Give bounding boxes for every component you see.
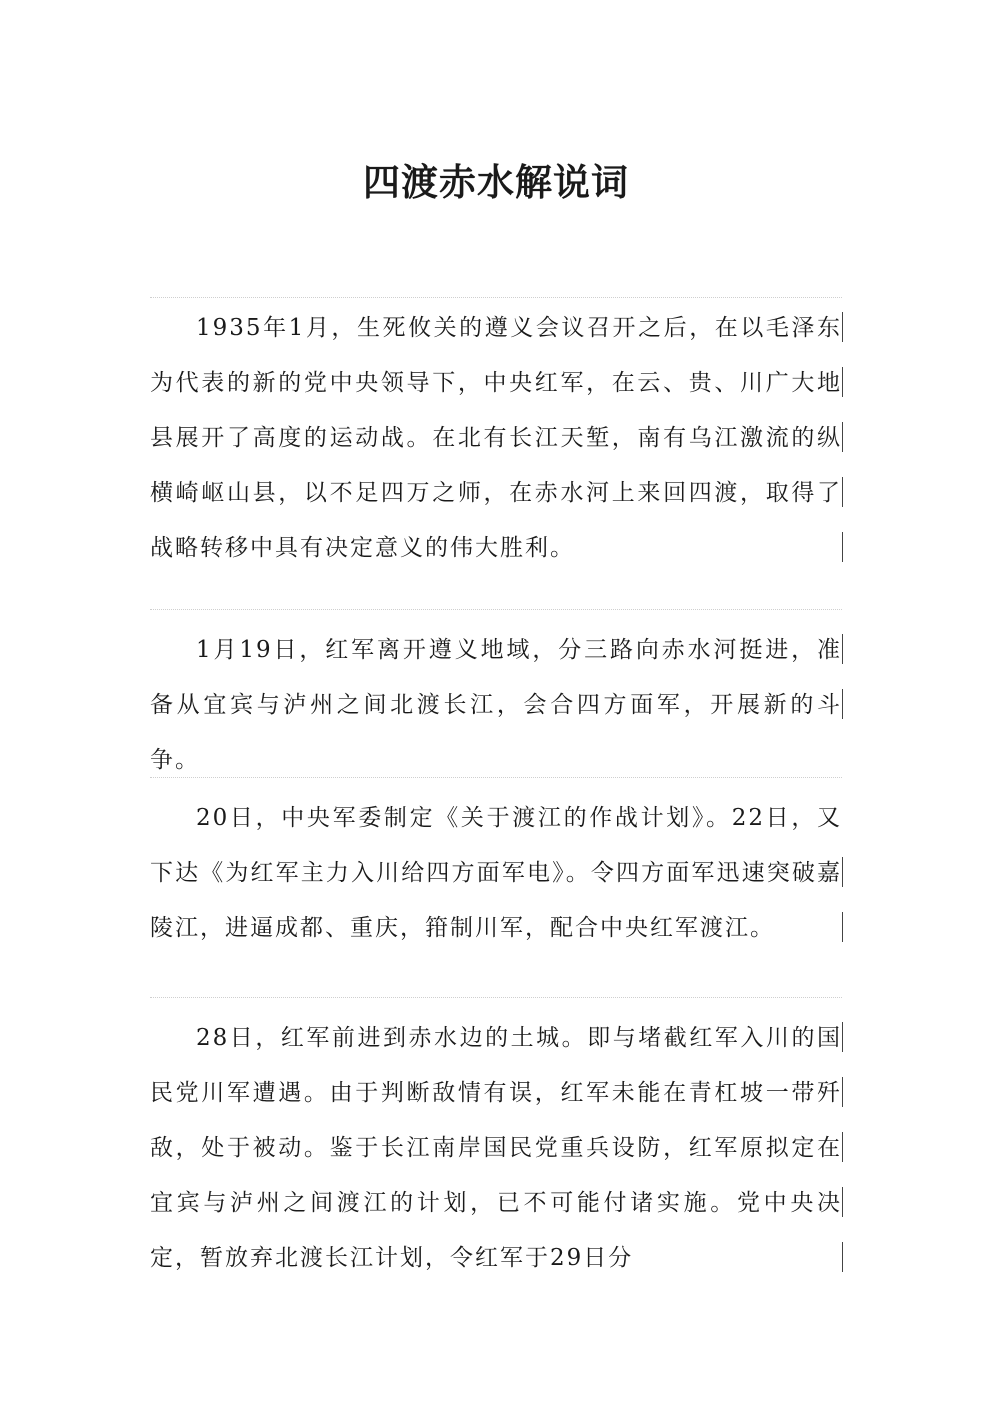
paragraph-block-4: [150, 997, 842, 1286]
paragraph-3: 20日，中央军委制定《关于渡江的作战计划》。22日，又下达《为红军主力入川给四方面军电》。令四方面军迅速突破嘉陵江，进逼成都、重庆，箝制川军，配合中央红军渡江。: [150, 805, 842, 941]
document-title: 四渡赤水解说词: [363, 160, 629, 204]
paragraph-1: 1935年1月，生死攸关的遵义会议召开之后，在以毛泽东为代表的新的党中央领导下，中央红军，在云、贵、川广大地县展开了高度的运动战。在北有长江天堑，南有乌江激流的纵横崎岖山县，以不足四万之师，在赤水河上来回四渡，取得了战略转移中具有决定意义的伟大胜利。: [150, 315, 842, 561]
paragraph-block-1: [150, 297, 842, 576]
paragraph-4: 28日，红军前进到赤水边的土城。即与堵截红军入川的国民党川军遭遇。由于判断敌情有误，红军未能在青杠坡一带歼敌，处于被动。鉴于长江南岸国民党重兵设防，红军原拟定在宜宾与泸州之间渡江的计划，已不可能付诸实施。党中央决定，暂放弃北渡长江计划，令红军于29日分: [150, 1025, 842, 1271]
paragraph-2: 1月19日，红军离开遵义地域，分三路向赤水河挺进，准备从宜宾与泸州之间北渡长江，会合四方面军，开展新的斗争。: [150, 637, 842, 773]
paragraph-block-3: [150, 777, 842, 956]
paragraph-block-2: [150, 609, 842, 788]
